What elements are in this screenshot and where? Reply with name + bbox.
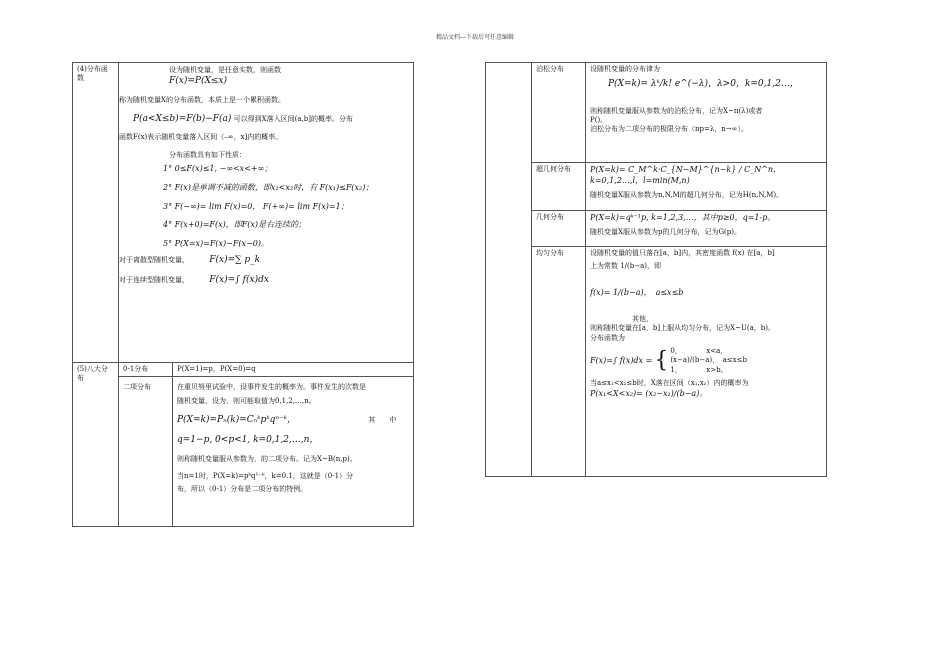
bernoulli-name: 0-1分布	[119, 363, 173, 377]
hypergeometric-formula: P(X=k)= C_M^k·C_{N−M}^{n−k} / C_N^n，k=0,1,2…,l，l=min(M,n)	[590, 165, 782, 185]
binomial-line2: 随机变量，设为，则可能取值为0,1,2,…,n。	[177, 396, 316, 405]
dist-func-prop5: 5° P(X=x)=F(x)−F(x−0)。	[163, 239, 269, 249]
poisson-formula: P(X=k)= λᵏ/k! e^(−λ)，λ>0，k=0,1,2…，	[608, 79, 799, 90]
dist-func-prop1: 1° 0≤F(x)≤1, −∞<x<+∞；	[163, 164, 273, 174]
geometric-formula: P(X=k)=qᵏ⁻¹p, k=1,2,3,…，其中p≥0，q=1-p。	[590, 213, 776, 222]
uniform-cdf-lhs: F(x)=∫ f(x)dx =	[590, 355, 653, 365]
binomial-line5: 则称随机变量服从参数为，的二项分布。记为X~B(n,p)。	[177, 454, 357, 463]
binomial-content	[173, 377, 414, 527]
dist-func-label: (4)分布函数	[73, 63, 119, 363]
geometric-name: 几何分布	[532, 211, 586, 247]
right-table	[485, 62, 827, 477]
dist-func-prop3: 3° F(−∞)= lim F(x)=0， F(+∞)= lim F(x)=1；	[163, 201, 349, 211]
binomial-params: q=1−p, 0<p<1, k=0,1,2,…,n，	[177, 435, 319, 446]
uniform-line5: 分布函数为	[590, 333, 625, 342]
dist-func-line4: 函数F(x)表示随机变量落入区间（–∞，x]内的概率。	[119, 133, 283, 142]
dist-func-prop2: 2° F(x)是单调不减的函数，即x₁<x₂时，有 F(x₁)≤F(x₂)；	[163, 182, 374, 192]
poisson-line1: 设随机变量的分布律为	[590, 65, 660, 73]
hypergeometric-content	[586, 163, 827, 211]
uniform-line1: 设随机变量的值只落在[a，b]内，其密度函数 f(x) 在[a，b]	[590, 249, 775, 257]
uniform-density-formula: f(x)= 1/(b−a)， a≤x≤b	[590, 287, 684, 297]
uniform-cdf-brace-icon: {	[654, 348, 669, 374]
dist-func-prop4: 4° F(x+0)=F(x)，即F(x)是右连续的；	[163, 220, 307, 230]
uniform-cdf-case1: 0， x<a，	[670, 346, 728, 355]
hypergeometric-line1: 随机变量X服从参数为n,N,M的超几何分布，记为H(n,N,M)。	[590, 190, 784, 199]
dist-func-formula2: P(a<X≤b)=F(b)−F(a)	[133, 114, 232, 125]
left-table	[72, 62, 414, 527]
dist-func-content	[119, 63, 414, 363]
geometric-content	[586, 211, 827, 247]
binomial-formula: P(X=k)=Pₙ(k)=Cₙᵏpᵏqⁿ⁻ᵏ，	[177, 415, 297, 426]
poisson-content	[586, 63, 827, 163]
binomial-line1: 在重贝努里试验中，设事件发生的概率为。事件发生的次数是	[177, 383, 366, 392]
hypergeometric-name: 超几何分布	[532, 163, 586, 211]
uniform-line2: 上为常数 1/(b−a)，即	[590, 262, 662, 271]
poisson-line3: P()。	[590, 116, 608, 125]
binomial-line6: 当n=1时，P(X=k)=pᵏq¹⁻ᵏ，k=0.1，这就是（0-1）分	[177, 472, 354, 481]
poisson-line4: 泊松分布为二项分布的极限分布（np=λ，n→∞）。	[590, 125, 748, 134]
dist-func-line2: 称为随机变量X的分布函数，本质上是一个累积函数。	[119, 95, 285, 104]
binomial-where: 其 中	[368, 416, 397, 425]
eight-dist-label: (5)八大分布	[73, 363, 119, 527]
uniform-prob-formula: P(x₁<X<x₂)= (x₂−x₁)/(b−a)。	[590, 388, 708, 398]
binomial-line7: 布，所以（0-1）分布是二项分布的特例。	[177, 485, 308, 494]
dist-func-line1: 设为随机变量，是任意实数，则函数	[169, 66, 281, 74]
dist-func-line5: 分布函数具有如下性质：	[169, 150, 246, 159]
uniform-line6: 当a≤x₁<x₂≤b时，X落在区间（x₁,x₂）内的概率为	[590, 379, 749, 388]
uniform-cdf-case3: 1， x>b。	[670, 365, 728, 374]
poisson-name: 泊松分布	[532, 63, 586, 163]
bernoulli-text: P(X=1)=p，P(X=0)=q	[173, 363, 414, 377]
dist-func-line3: 可以得到X落入区间(a,b]的概率。分布	[233, 115, 353, 124]
dist-func-line6: 对于离散型随机变量，	[119, 256, 189, 265]
poisson-line2: 则称随机变量服从参数为的泊松分布，记为X~π(λ)或者	[590, 106, 763, 115]
header-watermark: 精品文档---下载后可任意编辑	[435, 34, 515, 41]
uniform-line3: 其他，	[632, 314, 653, 323]
dist-func-formula6: F(x)=∑ p_k	[209, 255, 261, 266]
geometric-line1: 随机变量X服从参数为p的几何分布，记为G(p)。	[590, 227, 741, 236]
dist-func-line7: 对于连续型随机变量，	[119, 276, 189, 285]
binomial-name: 二项分布	[119, 377, 173, 527]
uniform-name: 均匀分布	[532, 247, 586, 477]
uniform-content	[586, 247, 827, 477]
right-blank-column	[486, 63, 532, 477]
uniform-line4: 则称随机变量在[a，b]上服从均匀分布，记为X~U(a，b)。	[590, 324, 775, 333]
dist-func-formula1: F(x)=P(X≤x)	[169, 76, 227, 87]
dist-func-formula7: F(x)=∫ f(x)dx	[209, 275, 269, 286]
uniform-cdf-case2: (x−a)/(b−a)， a≤x≤b	[670, 356, 747, 365]
